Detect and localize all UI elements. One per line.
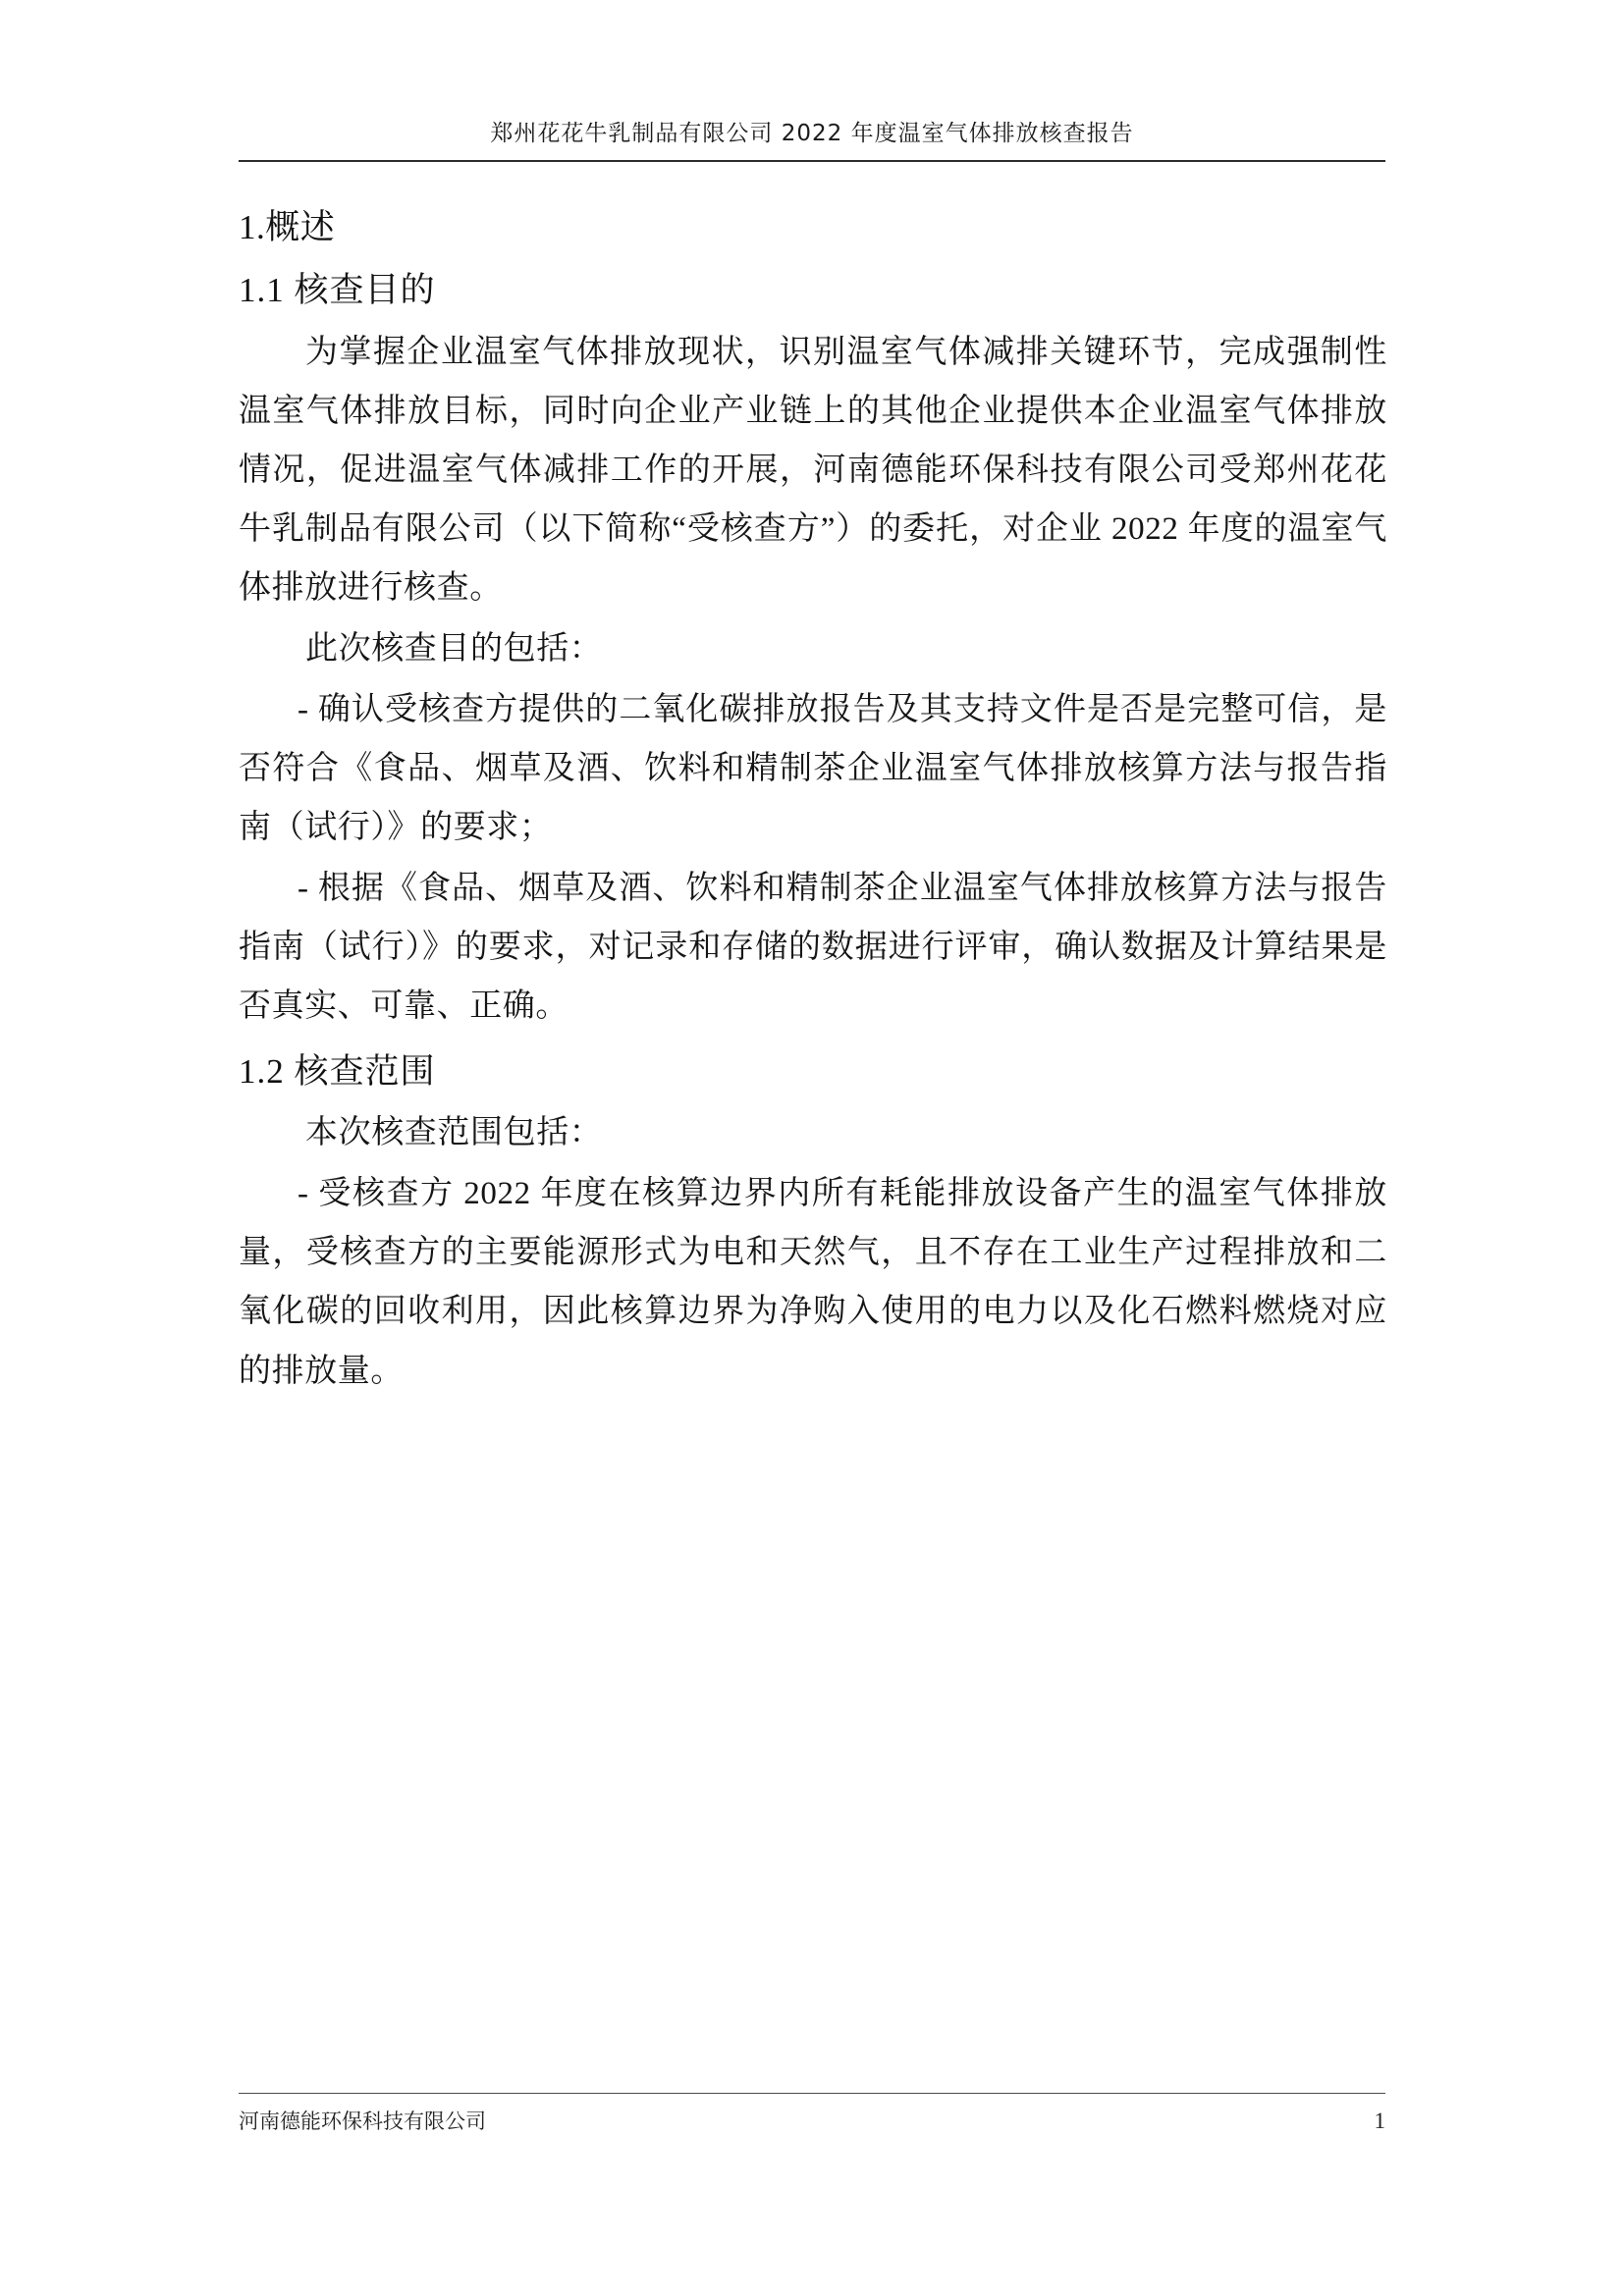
paragraph-purpose-intro: 为掌握企业温室气体排放现状，识别温室气体减排关键环节，完成强制性温室气体排放目标，同时向企业产业链上的其他企业提供本企业温室气体排放情况，促进温室气体减排工作的开展，河南德能环保科技有限公司受郑州花花牛乳制品有限公司（以下简称“受核查方”）的委托，对企业 2022 年度的温室气体排放进行核查。	[239, 334, 1387, 606]
section-heading-1: 1.概述	[239, 208, 336, 246]
paragraph-scope-item-1: - 受核查方 2022 年度在核算边界内所有耗能排放设备产生的温室气体排放量，受核查方的主要能源形式为电和天然气，且不存在工业生产过程排放和二氧化碳的回收利用，因此核算边界为净购入使用的电力以及化石燃料燃烧对应的排放量。	[239, 1176, 1387, 1389]
header-title: 郑州花花牛乳制品有限公司 2022 年度温室气体排放核查报告	[490, 121, 1134, 146]
paragraph-purpose-list-lead: 此次核查目的包括：	[305, 630, 603, 667]
footer-divider	[239, 2093, 1385, 2094]
footer-page-number: 1	[1374, 2109, 1385, 2133]
paragraph-purpose-item-2: - 根据《食品、烟草及酒、饮料和精制茶企业温室气体排放核算方法与报告指南（试行）》的要求，对记录和存储的数据进行评审，确认数据及计算结果是否真实、可靠、正确。	[239, 870, 1387, 1025]
page-header	[239, 118, 1385, 149]
page-footer	[239, 2106, 1385, 2135]
header-divider	[239, 160, 1385, 162]
subsection-heading-1-1: 1.1 核查目的	[239, 271, 436, 310]
footer-company: 河南德能环保科技有限公司	[239, 2109, 486, 2133]
page-content	[239, 201, 1387, 1403]
paragraph-scope-lead: 本次核查范围包括：	[305, 1115, 603, 1151]
subsection-heading-1-2: 1.2 核查范围	[239, 1052, 436, 1092]
paragraph-purpose-item-1: - 确认受核查方提供的二氧化碳排放报告及其支持文件是否是完整可信，是否符合《食品、烟草及酒、饮料和精制茶企业温室气体排放核算方法与报告指南（试行）》的要求；	[239, 691, 1387, 845]
